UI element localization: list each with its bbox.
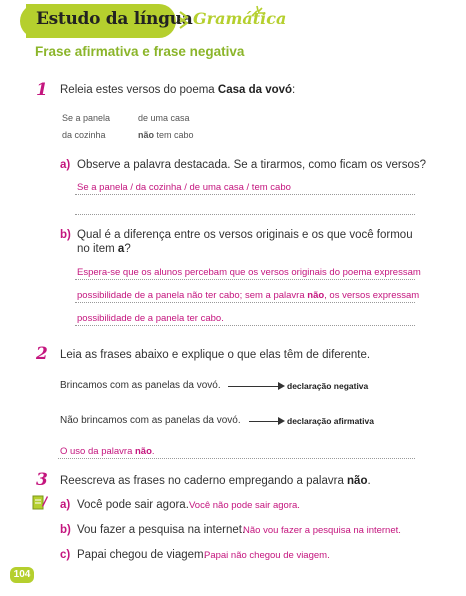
- q3-c-answer: Papai não chegou de viagem.: [204, 550, 330, 561]
- question-2-text: Leia as frases abaixo e explique o que elas têm de diferente.: [60, 349, 371, 361]
- q1-a-answer: Se a panela / da cozinha / de uma casa / tem cabo: [77, 182, 291, 193]
- topic-title: Frase afirmativa e frase negativa: [35, 44, 245, 59]
- answer-line: [75, 302, 415, 303]
- answer-line: [75, 214, 415, 215]
- verse-line-1a: Se a panela: [62, 113, 111, 123]
- notebook-pencil-icon: [32, 493, 48, 511]
- q1-b-text-line1: Qual é a diferença entre os versos originais e os que você formou: [77, 229, 413, 241]
- q1-b-answer-line2: possibilidade de a panela não ter cabo; sem a palavra não, os versos expressam: [77, 290, 420, 301]
- q3-a-letter: a): [60, 499, 71, 511]
- double-chevron-icon: [178, 10, 192, 30]
- q3-c-letter: c): [60, 549, 71, 561]
- q1-b-answer-line3: possibilidade de a panela ter cabo.: [77, 313, 224, 324]
- q1-b-letter: b): [60, 229, 71, 241]
- verse-line-2b: não tem cabo: [138, 130, 194, 140]
- verse-line-1b: de uma casa: [138, 113, 190, 123]
- question-3-text: Reescreva as frases no caderno empregando a palavra não.: [60, 475, 371, 487]
- question-1-number: 1: [36, 80, 48, 100]
- arrow-line: [228, 386, 280, 387]
- subsection-title: Gramática: [193, 9, 287, 28]
- q3-b-answer: Não vou fazer a pesquisa na internet.: [243, 525, 401, 536]
- answer-line: [75, 279, 415, 280]
- q1-b-answer-line1: Espera-se que os alunos percebam que os versos originais do poema expressam: [77, 267, 421, 278]
- q1-a-letter: a): [60, 159, 71, 171]
- q1-a-text: Observe a palavra destacada. Se a tirarmos, como ficam os versos?: [77, 159, 426, 171]
- question-1-text: Releia estes versos do poema Casa da vovó:: [60, 84, 296, 96]
- arrow-head-icon: [278, 382, 285, 390]
- q3-b-letter: b): [60, 524, 71, 536]
- page-number: 104: [10, 567, 34, 583]
- label-2: declaração afirmativa: [287, 416, 374, 426]
- verse-line-2a: da cozinha: [62, 130, 106, 140]
- q3-a-text: Você pode sair agora.: [77, 499, 189, 511]
- question-2-number: 2: [36, 344, 48, 364]
- q3-a-answer: Você não pode sair agora.: [189, 500, 300, 511]
- question-3-number: 3: [36, 470, 48, 490]
- q3-c-text: Papai chegou de viagem.: [77, 549, 207, 561]
- label-1: declaração negativa: [287, 381, 369, 391]
- sentence-1: Brincamos com as panelas da vovó.: [60, 380, 221, 391]
- q1-b-text-line2: no item a?: [77, 243, 131, 255]
- answer-line: [75, 194, 415, 195]
- section-title: Estudo da língua: [36, 9, 193, 29]
- answer-line: [75, 325, 415, 326]
- sentence-2: Não brincamos com as panelas da vovó.: [60, 415, 241, 426]
- q3-b-text: Vou fazer a pesquisa na internet.: [77, 524, 246, 536]
- answer-line: [58, 458, 415, 459]
- arrow-line: [249, 421, 280, 422]
- q2-answer: O uso da palavra não.: [60, 446, 155, 457]
- sparkle-icon: [248, 2, 266, 20]
- arrow-head-icon: [278, 417, 285, 425]
